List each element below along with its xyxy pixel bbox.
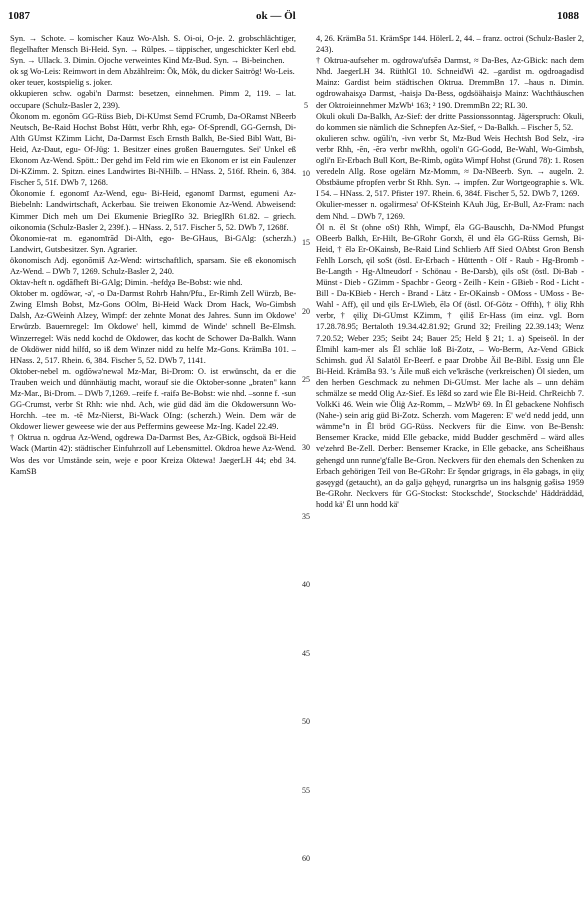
entry-paragraph: okkupieren schw. ogəbi'n Darmst: besetzen, einnehmen. Pimm 2, 119. – lat. occupare (Schulz-Basler 2, 239). (10, 89, 296, 110)
entry-paragraph: Okulier-messer n. ogəlirmesə' Of-KSteinh KAuh Jüg, Er-Bull, Az-Fram: nach dem Nhd. – DWb 7, 1269. (316, 200, 584, 221)
line-number: 35 (302, 512, 310, 521)
line-number: 25 (302, 375, 310, 384)
entry-paragraph: Ökonomie f. egonomī Az-Wend, egu- Bi-Heid, egənomī Darmst, egumeni Az-Biebelnh: Landwirtschaft, Ackerbau. Sie treiwen Ekonomie Az-Wend. Abweisend: Kimmer Dich meh um Dei Ekumenie BriegIRo 32. BrieglRh 61.82. – griech. oikonomia (Schulz-Basler 2, 239f.). – HNass. 2, 517. Fischer 5, 52. DWb 7, 1268f. (10, 189, 296, 232)
line-number: 5 (304, 101, 308, 110)
line-number: 20 (302, 307, 310, 316)
line-number: 50 (302, 717, 310, 726)
entry-paragraph: † Oktrua n. ogdrua Az-Wend, ogdrewa Da-Darmst Bes, Az-GBick, ogdsoä Bi-Heid Wack (Martin 42): städtischer Einfuhrzoll auf Lebensmittel. Okdroa hewe Az-Wend. Wos des vor Umstände sein, weje e poor Kreiza Oktewa! JaegerLH 44; ebd 34. KamSB (10, 433, 296, 476)
page-header (0, 0, 587, 28)
line-number: 15 (302, 238, 310, 247)
page-number-right: 1088 (557, 10, 579, 22)
entry-paragraph: Oktober m. ogdōwər, -ə', -o Da-Darmst Rohrb Hahn/Pfu., Er-Rimh Zell Würzb, Be-Zwing Elmsh Bobst, Mz-Gons OOlm, Bi-Heid Wack Drom Hack, Wo-Gimbsh Dalsh, Az-GWeinh Alzey, Wimpf: der zehnte Monat des Jahres. Sunn im Okdowe' Erwürzb. Bauernregel: Im Okdowe' hell, kimmd de Winde' schnell Be-Elmsh. Winzerregel: Wäs nedd kochd de Okdower, das kocht de Schower Da-Balkh. Wann de Okdöwer nidd hilfd, so iß dem Winzer nidd zu helfe Mz-Gons. KrämBa 101. – HNass. 2, 517. Rhein. 6, 384. Fischer 5, 52. DWb 7, 1141. (10, 289, 296, 365)
entry-paragraph: † Oktrua-aufseher m. ogdrowa'ufsēə Darmst, ≈ Da-Bes, Az-GBick: nach dem Nhd. JaegerLH 34. RüthlGl 10. SchneidWi 42. –gardist m. ogdroagadisd Mainz: Gardist beim städtischen Oktrua. DremmBn 17. –haus n. Dimin. ogdrowahaisχə Darmst, -haisjə Da-Bess, ogdsöähaisjə Mainz: Wachthäuschen der Oktroieinnehmer MzWb¹ 163; ² 190. DremmBn 22; RL 30. (316, 56, 584, 110)
entry-paragraph: Syn. → Schote. – komischer Kauz Wo-Alsh. S. Oi-oi, O-je. 2. grobschlächtiger, flegelhafter Mensch Bi-Heid. Syn. → Rülpes. – täppischer, ungeschickter Kerl ebd. Syn. → Ullack. 3. Dimin. Ojoche verweintes Kind Mz-Bud. Syn. → Bi-beinchen. (10, 34, 296, 66)
entry-paragraph: ökonomisch Adj. egonōmiš Az-Wend: wirtschaftlich, sparsam. Sie eß ekonomisch Az-Wend. – DWb 7, 1269. Schulz-Basler 2, 240. (10, 255, 296, 276)
entry-paragraph: okulieren schw. ogūli'n, -ivn verbr St, Mz-Bud Weis Hechtsh Bod Selz, -irə verbr Rhh, -ēn, -ērə verbr nwRhh, ogoli'n GG-Godd, Be-Wahl, Wo-Gimbsh, ogli'n Er-Erbach Bull Kort, Be-Rimb, ogütə Wimpf Hohst (Grund 78): 1. Rosen veredeln Allg. Rose ogelärn Mz-Momm, ≈ Da-NBeerb. Syn. → augeln. 2. Obstbäume pfropfen verbr St Rhh. Syn. → impfen. Zur Wortgeographie s. Wk. I 54. – HNass. 2, 517. Pfister 197. Rhein. 6, 384f. Fischer 5, 52. DWb 7, 1269. (316, 133, 584, 199)
line-number-gutter (299, 33, 313, 903)
entry-paragraph: Oktober-nebel m. ogdōwə'newəl Mz-Mar, Bi-Drom: O. ist erwünscht, da er die Trauben weich und dünnhäutig macht, worauf sie die Oktober-sonne „braten" kann Mz-Mar., Bi-Drom. – DWb 7,1269. –reife f. -raifə Be-Bobst: wie nhd. –sonne f. -sun GG-Crumst, verbr St Rhh: wie nhd. Ach, wie güd däd äm die Okdowersunn Wo-Horchh. –tee m. -tē Mz-Nierst, Bi-Wack OIng: (scherzh.) Wein. Dem wär de Okdower liewer geweese wie der aus Peffermins geweese Mz-Ing. Kadel 22.49. (10, 366, 296, 432)
line-number: 45 (302, 649, 310, 658)
entry-paragraph: Oktav-heft n. ogdāfheft Bi-GAlg; Dimin. -hefdχə Be-Bobst: wie nhd. (10, 278, 243, 288)
entry-paragraph: Öl n. ēl St (ohne oSt) Rhh, Wimpf, ēlə GG-Bauschh, Da-NMod Pfungst OBeerb Balkh, Er-Hilt, Be-GRohr Gorxh, ēl und ēlə GG-Rüss Gernsh, Bi-Heid, † ēlə Er-OKainsb, Be-Raid Lind Schlierb Aff Sied OAbtst Gron Bensh Fehlh Lorsch, ęil soSt (östl. Er-Erbach - Hüttenth - Olf - Raub - Hg-Bromb - Be-Langth - Hg-Altneudorf - Schönau - Be-Darsb), ęils oSt (östl. Di-Bab - Münst - Dieb - GZimm - Spachbr - Georg - Zeilh - Kein - GBieb - Rod - Licht - Bill - Da-KBieb - Herch - Brand - Lätz - Er-OKainsb - OMoss - UMoss - Be-Wahl - Aff), ęil und ęils Er-LWieb, ēlə Of (östl. Of-Götz - Offth), † öliχ Rhh verbr, † ęiliχ Di-GUmst KZimm, † ęiliš Er-Hass (im einz. vgl. Born 17.28.78.95; Bertaloth 19.34.42.81.92; Grund 32; Freiling 22.39.143; Wenz 7.20.52; Weber 235; Seibt 24; Bauer 25; Held § 21; 1. a) Speiseöl. In der Ēlmihl kam-mer als Ēl schläe loß Bi-Zotz, – Wo-Berm, Az-Vend GBick Schimsh. gud Äl Salatöl Er-Beerf. e paar Drobbe Äil Be-Bibl. Essig unn Ēle Bi-Heid. KrämBa 93. 's Äile muß eich ve'kräsche (verkreischen) Öl sieden, um den herben Geschmack zu nehmen Di-GUmst. Mer lache als – unn dehäm schmälze se medd Olig Az-Sief. Es lēßd so zard wie Ēle Bi-Heid. ChrReichb 7. VolkKi 46. Wein wie Öliġ Az-Romm, – MzWb² 69. In Ēl gebackene Nohfisch (Nahe-) sein arig güd Bi-Zotz. Scherzh. vom Mageren: E' we'd nedd jedd, unn wämme''n in Ēl bröd GG-Rüss. Neckvers für die Einw. von Be-Bensh: Bensemer Kracke, midd Elle gebacke, midd Budder geschmērd – wärd alles ve'zehrd Be-Zell. Derber: Bensemer Kracke, in Elle gebacke, ans Scheißhaus gehengd unn runne'g'falle Be-Gron. Neckvers für den ehemals den Schenken zu Erbach gehörigen Teil von Be-GRohr: Er šęndər grigrags, in ēlə gəbags, in ęiiχ gəsęygd (getaucht), an də galjə gęhęyd, runərgrīsə un ins halsgnig gəšisə 1959 Be-GRohr. Neckvers für GG-Stockst: Stockschde', Stockschde' Häddräddäd, hodd kä' Ēl unn hodd kä' (316, 222, 584, 509)
entry-paragraph: oker teuer, kostspielig s. joker. (10, 78, 113, 88)
entry-paragraph: Okuli okuli Da-Balkh, Az-Sief: der dritte Passionssonntag. Jägerspruch: Okuli, do kommen sie nämlich die Schnepfen Az-Sief, ~ Da-Balkh. – Fischer 5, 52. (316, 111, 584, 132)
line-number: 55 (302, 786, 310, 795)
left-column (10, 33, 296, 903)
entry-paragraph: Ökonomie-rat m. egənomīrād Di-Alth, ego- Be-GHaus, Bi-GAlg: (scherzh.) Landwirt, Gutsbesitzer. Syn. Agrarier. (10, 233, 296, 254)
line-number: 60 (302, 854, 310, 863)
entry-paragraph: Ökonom m. egonōm GG-Rüss Bieb, Di-KUmst Semd FCrumb, Da-ORamst NBeerb Neutsch, Be-Raid Hochst Bobst Hütt, verbr Rhh, egə- Of-Sprendl, GG-Gernsh, Di-Alth GUmst KZimm Licht, Da-Darmst Esch Ernsth Balkh, Be-Sied Bibl Watt, Bi-Heid, Az-Daut, egu- Of-Jüg: 1. Besitzer eines großen Bauerngutes. Sei' Unkel eß Ekonom Az-Wend. Spött.: Der gehd im Feld rim wie en Ekonom er ist ein Faulenzer Di-KZimm. 2. Spitzn. eines Landwirtes Bi-NHilb. – HNass. 2, 516f. Rhein. 6, 384. Fischer 5, 51f. DWb 7, 1268. (10, 111, 296, 188)
line-number: 10 (302, 169, 310, 178)
page-number-left: 1087 (8, 10, 30, 22)
running-head: ok — Öl (256, 10, 296, 22)
entry-paragraph: 4, 26. KrämBa 51. KrämSpr 144. HölerL 2, 44. – franz. octroi (Schulz-Basler 2, 243). (316, 34, 584, 55)
line-number: 30 (302, 443, 310, 452)
entry-paragraph: ok sg Wo-Leis: Reimwort in dem Abzählreim: Ök, Mök, du dicker Saitrög! Wo-Leis. (10, 67, 295, 77)
line-number: 40 (302, 580, 310, 589)
right-column (316, 33, 584, 903)
